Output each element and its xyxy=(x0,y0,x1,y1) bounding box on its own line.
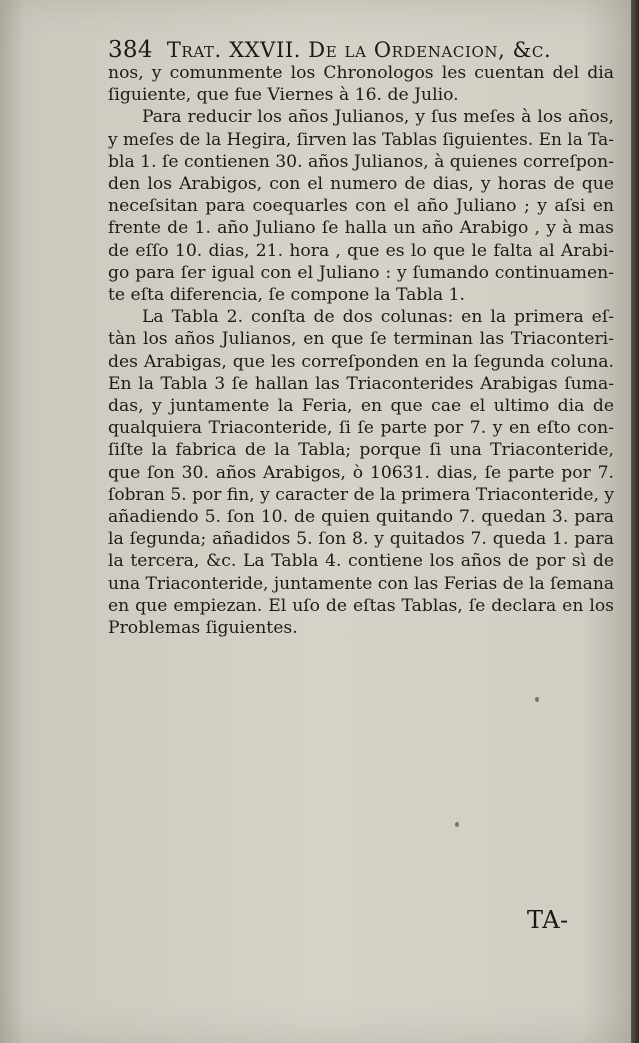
page-number: 384 xyxy=(108,37,153,63)
text-line: des Arabigas, que les correſponden en la ſegunda coluna. xyxy=(108,351,614,372)
paper-speck xyxy=(455,822,459,827)
show-through-table xyxy=(150,640,590,900)
text-line: que ſon 30. años Arabigos, ò 10631. dias, ſe parte por 7. xyxy=(108,462,614,483)
text-line: Para reducir los años Julianos, y ſus meſes à los años, xyxy=(142,107,614,128)
text-line: una Triaconteride, juntamente con las Ferias de la ſemana xyxy=(108,573,614,594)
text-line: qualquiera Triaconteride, ſi ſe parte por 7. y en eſto con- xyxy=(108,418,614,439)
text-line: neceſsitan para coequarles con el año Juliano ; y aſsi en xyxy=(108,196,614,217)
body-text xyxy=(108,62,614,639)
text-line: ſobran 5. por fin, y caracter de la primera Triaconteride, y xyxy=(108,484,614,505)
paragraph-2 xyxy=(108,106,614,306)
running-title: Trat. XXVII. De la Ordenacion, &c. xyxy=(166,38,552,62)
paragraph-1 xyxy=(108,62,614,106)
page-edge xyxy=(631,0,639,1043)
text-line: Problemas ſiguientes. xyxy=(108,618,298,639)
text-line: ſiguiente, que fue Viernes à 16. de Julio. xyxy=(108,85,459,106)
text-line: frente de 1. año Juliano ſe halla un año Arabigo , y à mas xyxy=(108,218,614,239)
text-line: das, y juntamente la Feria, en que cae el ultimo dia de xyxy=(108,396,614,417)
text-line: y meſes de la Hegira, ſirven las Tablas ſiguientes. En la Ta- xyxy=(108,129,614,150)
catchword: TA- xyxy=(527,906,569,934)
text-line: bla 1. ſe contienen 30. años Julianos, à quienes correſpon- xyxy=(108,151,614,172)
text-line: de eſſo 10. dias, 21. hora , que es lo que le falta al Arabi- xyxy=(108,240,614,261)
text-line: ſiſte la fabrica de la Tabla; porque ſi una Triaconteride, xyxy=(108,440,614,461)
text-line: te eſta diferencia, ſe compone la Tabla 1. xyxy=(108,285,465,306)
text-line: La Tabla 2. conſta de dos colunas: en la primera eſ- xyxy=(142,307,614,328)
text-line: añadiendo 5. ſon 10. de quien quitando 7. quedan 3. para xyxy=(108,507,614,528)
text-line: go para ſer igual con el Juliano : y ſumando continuamen- xyxy=(108,262,614,283)
text-line: en que empiezan. El uſo de eſtas Tablas, ſe declara en los xyxy=(108,595,614,616)
paper-speck xyxy=(535,697,539,702)
text-line: En la Tabla 3 ſe hallan las Triaconterides Arabigas ſuma- xyxy=(108,373,614,394)
text-line: den los Arabigos, con el numero de dias, y horas de que xyxy=(108,174,614,195)
page-header xyxy=(108,37,614,63)
text-line: tàn los años Julianos, en que ſe terminan las Triaconteri- xyxy=(108,329,614,350)
text-line: la tercera, &c. La Tabla 4. contiene los años de por sì de xyxy=(108,551,614,572)
paragraph-3 xyxy=(108,306,614,639)
text-line: la ſegunda; añadidos 5. ſon 8. y quitados 7. queda 1. para xyxy=(108,529,614,550)
text-line: nos, y comunmente los Chronologos les cuentan del dia xyxy=(108,63,614,83)
